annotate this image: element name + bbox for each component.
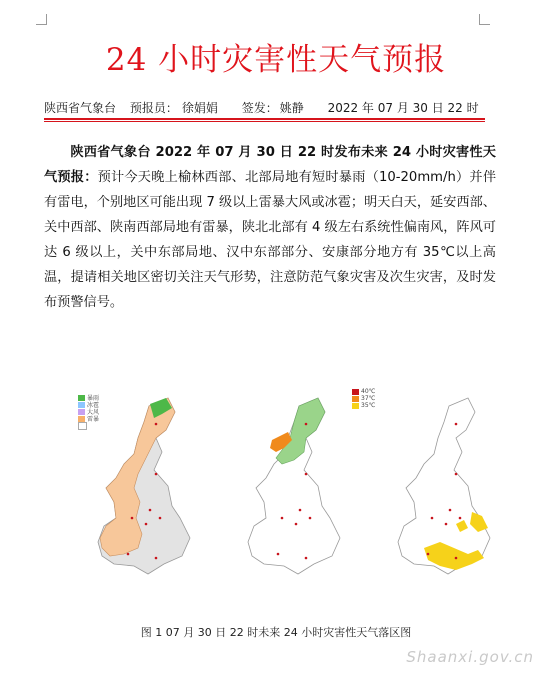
issuer-label: 签发： [241,101,278,115]
south-wind-area [276,398,325,464]
city-marker [299,509,302,512]
forecaster-label: 预报员： [129,101,178,115]
city-marker [277,553,280,556]
legend-label: 40℃ [361,388,376,395]
legend-item [352,395,375,402]
legend-swatch [78,395,85,401]
map-convective [44,378,194,590]
figure-caption: 图 1 07 月 30 日 22 时未来 24 小时灾害性天气落区图 [140,626,412,639]
legend-label: 35℃ [361,402,376,409]
forecast-paragraph [44,140,496,315]
legend-swatch [352,396,359,402]
legend-label: 雷暴 [87,416,100,423]
legend-swatch [352,389,359,395]
shaanxi-map-3 [344,378,494,590]
city-marker [305,473,308,476]
city-marker [295,523,298,526]
legend-swatch [78,422,87,430]
legend-label: 暴雨 [87,395,100,402]
legend-swatch [352,403,359,409]
city-marker [305,557,308,560]
page-corner-mark-right [479,14,490,25]
map-wind [194,378,344,590]
map-high-temperature [344,378,494,590]
document-title: 24 小时灾害性天气预报 [105,42,447,78]
legend-item [352,388,375,395]
site-watermark: Shaanxi.gov.cn [406,648,534,666]
forecast-lead: 陕西省气象台 2022 年 07 月 30 日 22 时发布未来 24 小时灾害性天气预报： [44,145,496,185]
legend-item [78,422,99,429]
shaanxi-map-1 [44,378,194,590]
legend-swatch [78,402,85,408]
city-marker [309,517,312,520]
agency-name: 陕西省气象台 [44,101,117,115]
city-marker [431,517,434,520]
city-marker [155,423,158,426]
city-marker [455,473,458,476]
city-marker [455,423,458,426]
issue-datetime: 2022 年 07 月 30 日 22 时 [327,101,479,115]
hazard-maps [44,378,494,590]
map1-legend [78,394,99,429]
city-marker [281,517,284,520]
shaanxi-map-2 [194,378,344,590]
forecast-text: 预计今天晚上榆林西部、北部局地有短时暴雨（10-20mm/h）并伴有雷电，个别地区可能出现 7 级以上雷暴大风或冰雹；明天白天，延安西部、关中西部、陕南西部局地有雷暴，陕北北部有 4 级左右系统性偏南风，阵风可达 6 级以上，关中东部局地、汉中东部部分、安康部分地方有 35℃以上高温，提请相关地区密切关注天气形势，注意防范气象灾害及次生灾害，及时发布预警信号。 [44,170,497,310]
city-marker [145,523,148,526]
page-corner-mark-left [36,14,47,25]
city-marker [155,473,158,476]
city-marker [459,517,462,520]
legend-label: 大风 [87,409,100,416]
issuer-line [242,101,314,115]
legend-item [352,402,375,409]
header-rule-thick [44,118,485,120]
legend-label: 冰雹 [87,402,100,409]
legend-label: 37℃ [361,395,376,402]
city-marker [445,523,448,526]
city-marker [149,509,152,512]
city-marker [131,517,134,520]
city-marker [127,553,130,556]
forecaster-line [130,101,228,115]
header-rule-thin [44,121,485,122]
city-marker [427,553,430,556]
forecaster-name: 徐娟娟 [181,101,218,115]
city-marker [455,557,458,560]
city-marker [159,517,162,520]
map3-legend [352,388,375,409]
legend-swatch [78,409,85,415]
city-marker [155,557,158,560]
city-marker [305,423,308,426]
city-marker [449,509,452,512]
header-meta [44,99,484,116]
issuer-name: 姚静 [279,101,304,115]
